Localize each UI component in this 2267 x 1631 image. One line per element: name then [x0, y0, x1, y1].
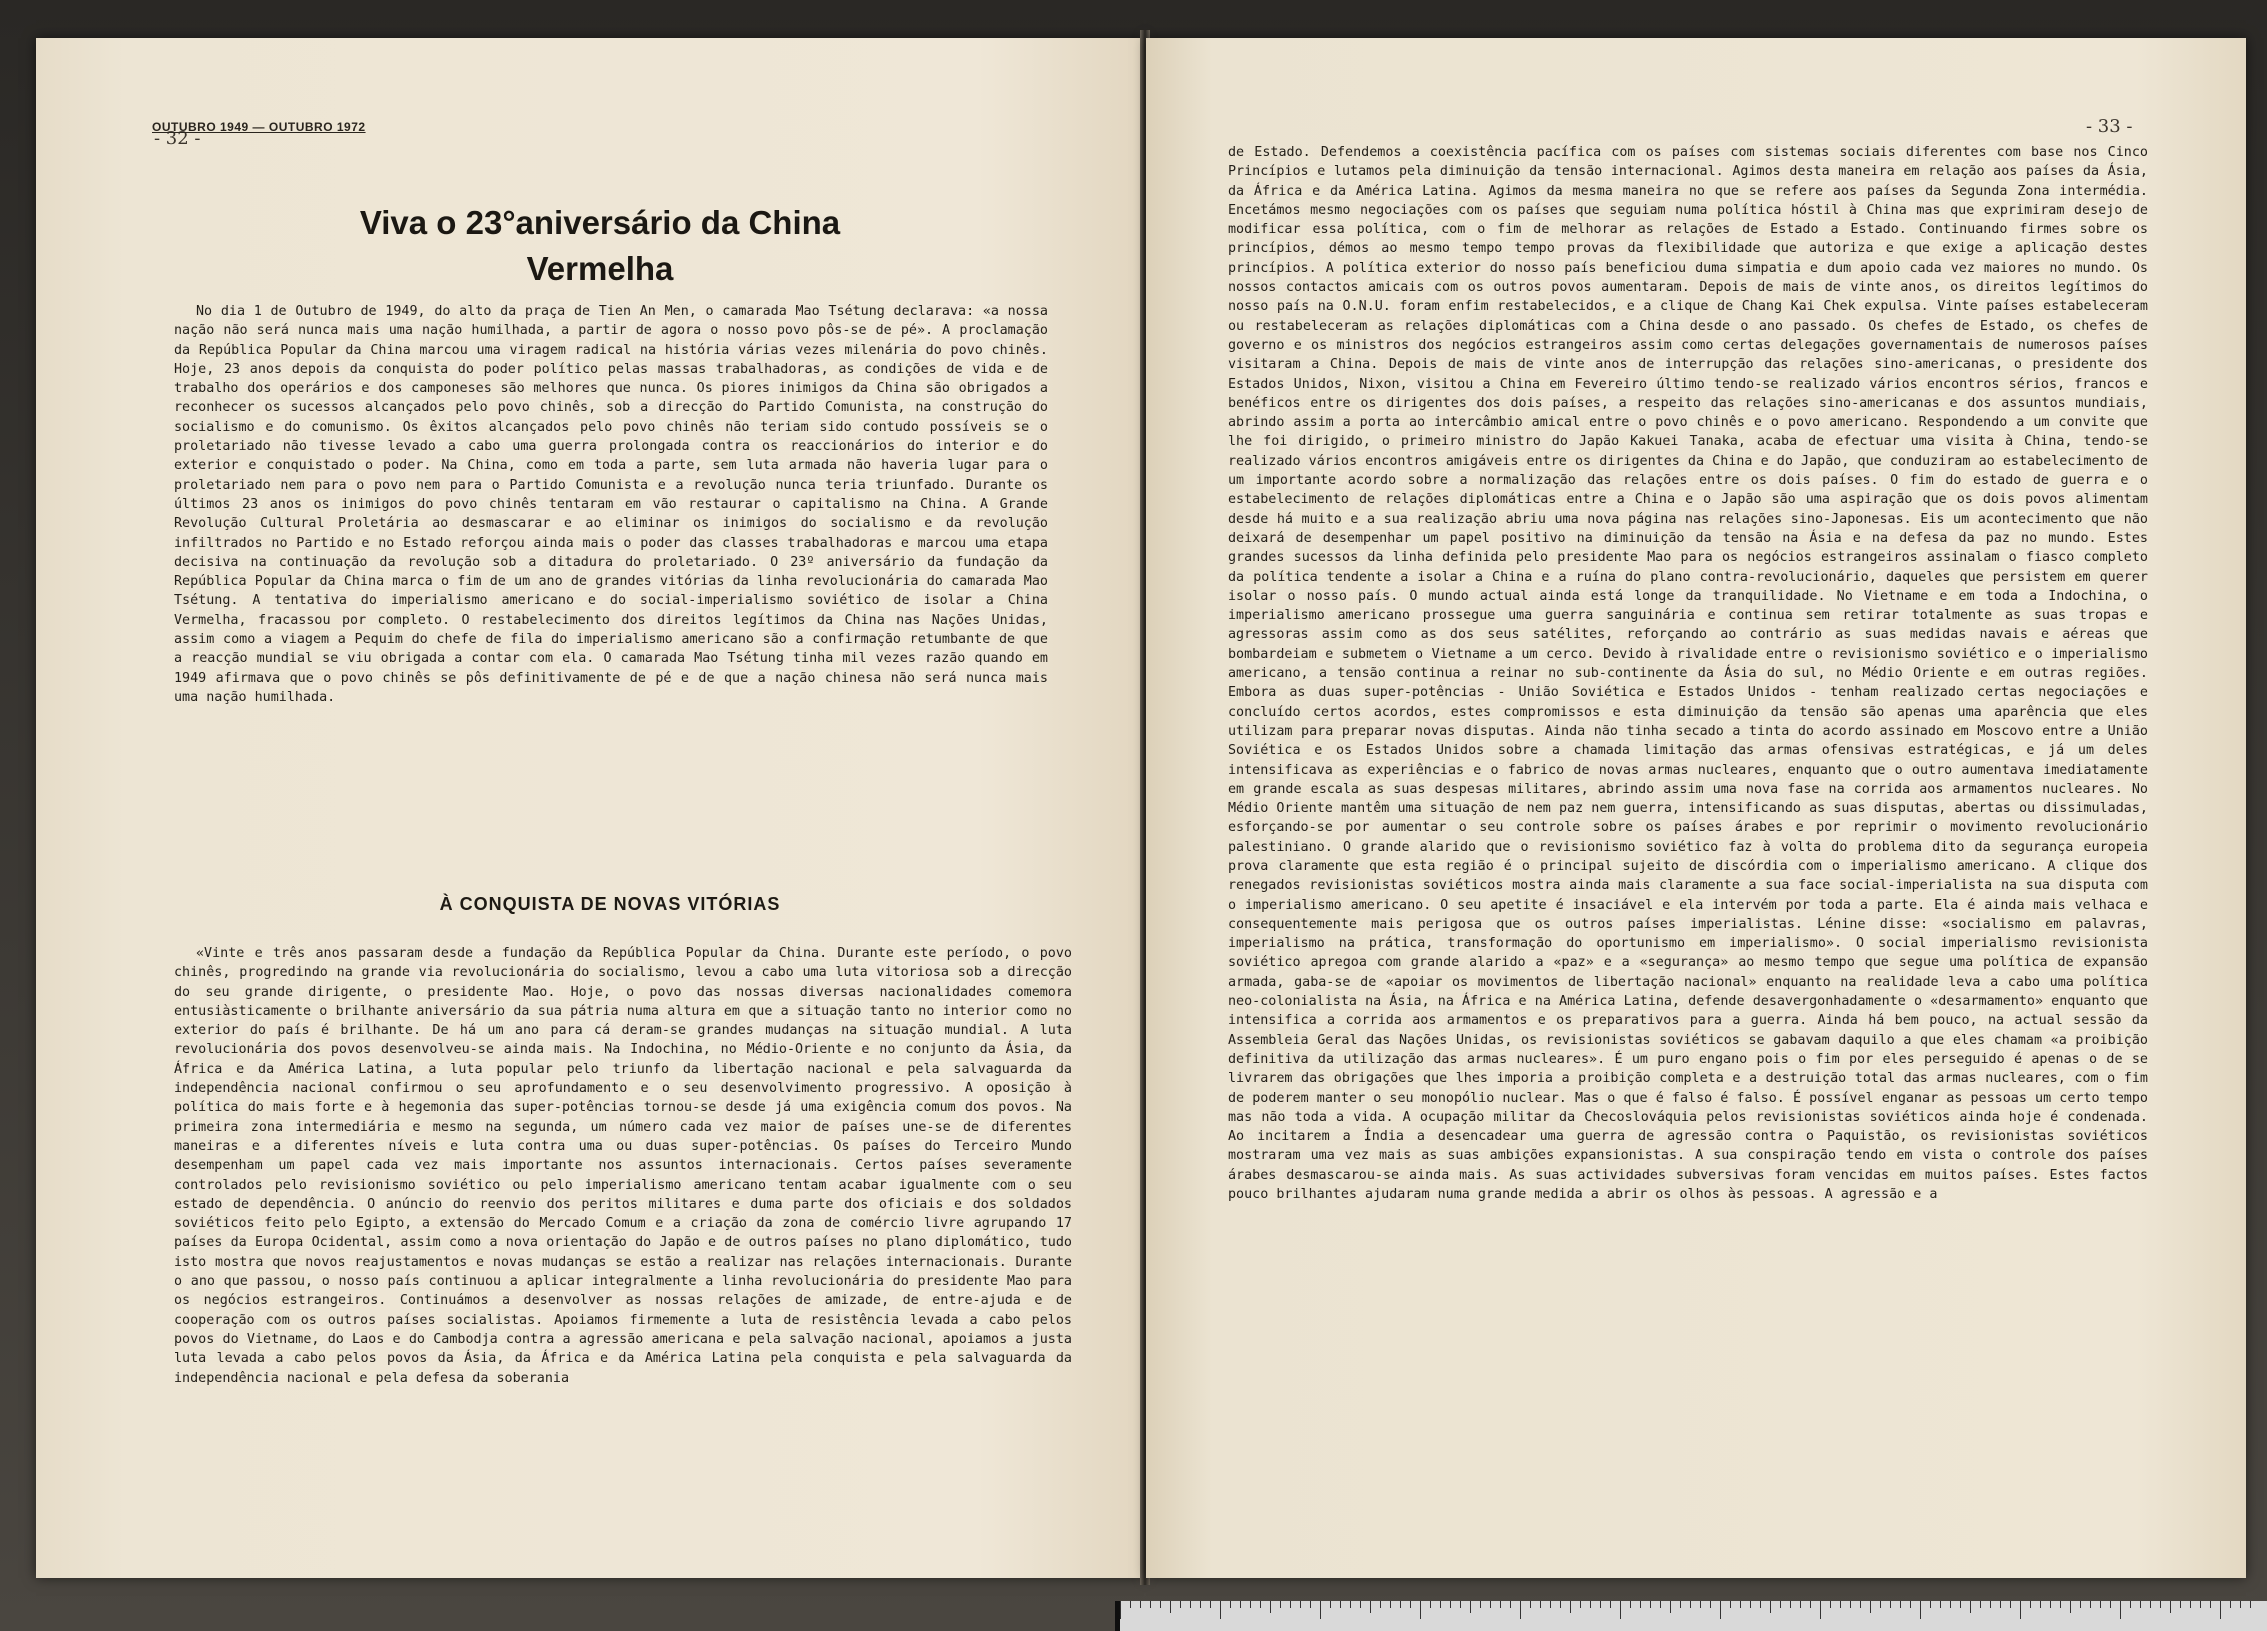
ruler-tick	[1180, 1601, 1181, 1608]
ruler-tick	[2150, 1601, 2151, 1608]
ruler-tick	[1880, 1601, 1881, 1608]
ruler-tick	[1870, 1601, 1871, 1613]
ruler-tick	[1340, 1601, 1341, 1608]
ruler-tick	[1980, 1601, 1981, 1608]
ruler-tick	[1700, 1601, 1701, 1608]
ruler-tick	[1210, 1601, 1211, 1608]
ruler-tick	[1930, 1601, 1931, 1608]
ruler-tick	[2210, 1601, 2211, 1608]
ruler-tick	[1480, 1601, 1481, 1608]
ruler-tick	[1200, 1601, 1201, 1608]
ruler-tick	[1430, 1601, 1431, 1608]
ruler-tick	[1530, 1601, 1531, 1608]
ruler-tick	[1400, 1601, 1401, 1608]
section-text: «Vinte e três anos passaram desde a fundação da República Popular da China. Durante este período, o povo chinês, progredindo na grande via revolucionária do socialismo, levou a cabo uma luta vitoriosa sob a direcção do seu grande dirigente, o presidente Mao. Hoje, o povo das nossas diversas nacionalidades comemora entusiàsticamente o brilhante aniversário da sua pátria numa altura em que a situação tanto no interior como no exterior do país é brilhante. De há um ano para cá deram-se grandes mudanças na situação mundial. A luta revolucionária dos povos desenvolveu-se ainda mais. Na Indochina, no Médio-Oriente e no conjunto da Ásia, da África e da América Latina, a luta popular pelo triunfo da libertação nacional e pela salvaguarda da independência nacional confirmou o seu aprofundamento e o seu desenvolvimento progressivo. A oposição à política do mais forte e à hegemonia das super-potências tornou-se desde já uma exigência comum dos povos. Na primeira zona intermediária e mesmo na segunda, um número cada vez maior de países une-se de diferentes maneiras e a diferentes níveis e luta contra uma ou duas super-potências. Os países do Terceiro Mundo desempenham um papel cada vez mais importante nos assuntos internacionais. Certos países severamente controlados pelo revisionismo soviético ou pelo imperialismo americano tentam acabar igualmente com o seu estado de dependência. O anúncio do reenvio dos peritos militares e duma parte dos oficiais e dos soldados soviéticos feito pelo Egipto, a extensão do Mercado Comum e a criação da zona de comércio livre agrupando 17 países da Europa Ocidental, assim como a nova orientação do Japão e de outros países no plano diplomático, tudo isto mostra que novos reajustamentos e novas mudanças se estão a realizar nas relações internacionais. Durante o ano que passou, o nosso país continuou a aplicar integralmente a linha revolucionária do presidente Mao para os negócios estrangeiros. Continuámos a desenvolver as nossas relações de amizade, de entre-ajuda e de cooperação com os outros países socialistas. Apoiamos firmemente a luta de resistência levada a cabo pelos povos do Vietname, do Laos e do Cambodja contra a agressão americana e pela salvação nacional, apoiamos a justa luta levada a cabo pelos povos da Ásia, da África e da América Latina pela conquista e pela salvaguarda da independência nacional e pela defesa da soberania	[174, 946, 1072, 1386]
ruler-tick	[1640, 1601, 1641, 1608]
ruler-tick	[1850, 1601, 1851, 1608]
ruler-tick	[1560, 1601, 1561, 1608]
ruler-tick	[1360, 1601, 1361, 1608]
ruler-tick	[2110, 1601, 2111, 1608]
ruler-tick	[1170, 1601, 1171, 1613]
ruler-tick	[1130, 1601, 1131, 1608]
ruler-tick	[1270, 1601, 1271, 1613]
ruler-tick	[1450, 1601, 1451, 1608]
ruler-tick	[2160, 1601, 2161, 1608]
ruler-tick	[1750, 1601, 1751, 1608]
ruler-tick	[1160, 1601, 1161, 1608]
ruler-tick	[2070, 1601, 2071, 1613]
ruler-tick	[2190, 1601, 2191, 1608]
ruler-tick	[1120, 1601, 1121, 1619]
ruler-tick	[1710, 1601, 1711, 1608]
ruler-tick	[1760, 1601, 1761, 1608]
ruler-tick	[1280, 1601, 1281, 1608]
ruler-tick	[2030, 1601, 2031, 1608]
ruler-tick	[1610, 1601, 1611, 1608]
ruler-tick	[2220, 1601, 2221, 1619]
ruler-tick	[2090, 1601, 2091, 1608]
ruler-tick	[2170, 1601, 2171, 1613]
ruler-tick	[1660, 1601, 1661, 1608]
ruler-tick	[1950, 1601, 1951, 1608]
ruler-tick	[2020, 1601, 2021, 1619]
ruler-tick	[2010, 1601, 2011, 1608]
right-page-text: de Estado. Defendemos a coexistência pacífica com os países com sistemas sociais diferentes com base nos Cinco Princípios e lutamos pela diminuição da tensão internacional. Agimos desta maneira em relação aos países da Ásia, da África e da América Latina. Agimos da mesma maneira no que se refere aos países da Segunda Zona intermédia. Encetámos mesmo negociações com os países que seguiam numa política hóstil à China mas que exprimiram desejo de modificar essa política, com o fim de melhorar as relações de Estado a Estado. Continuando firmes sobre os princípios, démos ao mesmo tempo tempo provas da flexibilidade que autoriza e que exige a aplicação destes princípios. A política exterior do nosso país beneficiou duma simpatia e dum apoio cada vez maiores no mundo. Os nossos contactos amicais com os outros povos aumentaram. Depois de mais de vinte anos, os direitos legítimos do nosso país na O.N.U. foram enfim restabelecidos, e a clique de Chang Kai Chek expulsa. Vinte países estabeleceram ou restabeleceram as relações diplomáticas com a China desde o ano passado. Os chefes de Estado, os chefes de governo e os ministros dos negócios estrangeiros assim como certas delegações governamentais de numerosos países visitaram a China. Depois de mais de vinte anos de interrupção das relações sino-americanas, o presidente dos Estados Unidos, Nixon, visitou a China em Fevereiro último tendo-se realizado vários encontros sérios, francos e benéficos entre os dirigentes dos dois países, a respeito das relações sino-americanas e dos assuntos mundiais, abrindo assim a porta ao intercâmbio amical entre o povo chinês e o povo americano. Respondendo a um convite que lhe foi dirigido, o primeiro ministro do Japão Kakuei Tanaka, acaba de efectuar uma visita à China, tendo-se realizado vários encontros amigáveis entre os dirigentes da China e do Japão, que conduziram ao estabelecimento de um importante acordo sobre a normalização das relações entre os dois países. O fim do estado de guerra e o estabelecimento de relações diplomáticas entre a China e o Japão são uma aspiração que os dois povos alimentam desde há muito e a sua realização abriu uma nova página nas relações sino-Japonesas. Eis um acontecimento que não deixará de desempenhar um papel positivo na diminuição da tensão na Ásia e na defesa da paz no mundo. Estes grandes sucessos da linha definida pelo presidente Mao para os negócios estrangeiros assinalam o fiasco completo da política tendente a isolar a China e a ruína do plano contra-revolucionário, daqueles que persistem em querer isolar o nosso país. O mundo actual ainda está longe da tranquilidade. No Vietname e em toda a Indochina, o imperialismo americano prossegue uma guerra sanguinária e continua sem retirar totalmente as suas tropas e agressoras assim como as dos seus satélites, reforçando ao contrário as suas medidas navais e aéreas que bombardeiam e submetem o Vietname a um cerco. Devido à rivalidade entre o revisionismo soviético e o imperialismo americano, a tensão continua a reinar no sub-continente da Ásia do sul, no Médio Oriente e em outras regiões. Embora as duas super-potências - União Soviética e Estados Unidos - tenham realizado certas negociações e concluído certos acordos, estes compromissos e esta diminuição da tensão são apenas uma aparência que eles utilizam para preparar novas disputas. Ainda não tinha secado a tinta do acordo assinado em Moscovo entre a União Soviética e os Estados Unidos sobre a chamada limitação das armas ofensivas estratégicas, e já um deles intensificava as experiências e o fabrico de novas armas nucleares, enquanto que o outro aumentava imediatamente em grande escala as suas despesas militares, abrindo assim uma nova fase na corrida aos armamentos nucleares. No Médio Oriente mantêm uma situação de nem paz nem guerra, intensificando as suas disputas, abertas ou dissimuladas, esforçando-se por aumentar o seu controle sobre os países árabes e por reprimir o movimento revolucionário palestiniano. O grande alarido que o revisionismo soviético faz à volta do problema dito da segurança europeia prova claramente que esta região é o principal sujeito de discórdia com o imperialismo americano. A clique dos renegados revisionistas soviéticos mostra ainda mais claramente a sua face social-imperialista na sua disputa com o imperialismo americano. O seu apetite é insaciável e ela intervém por toda a parte. Ela é ainda mais velhaca e consequentemente mais perigosa que os outros países imperialistas. Lénine disse: «socialismo em palavras, imperialismo na prática, transformação do oportunismo em imperialismo». O social imperialismo revisionista soviético apregoa com grande alarido a «paz» e a «segurança» ao mesmo tempo que segue uma política de expansão armada, gaba-se de «apoiar os movimentos de libertação nacional» enquanto na realidade leva a cabo uma política neo-colonialista na Ásia, na África e na América Latina, defende desavergonhadamente o «desarmamento» enquanto que intensifica a corrida aos armamentos e os preparativos para a guerra. Ainda há bem pouco, na actual sessão da Assembleia Geral das Nações Unidas, os revisionistas soviéticos se gabavam daquilo a que eles chamam «a proibição definitiva da utilização das armas nucleares». É um puro engano pois o fim por eles perseguido é apenas o de se livrarem das obrigações que lhes imporia a proibição completa e a destruição total das armas nucleares, com o fim de poderem manter o seu monopólio nuclear. Mas o que é falso é falso. É possível enganar as pessoas um certo tempo mas não toda a vida. A ocupação militar da Checoslováquia pelos revisionistas soviéticos ainda hoje é condenada. Ao incitarem a Índia a desencadear uma guerra de agressão contra o Paquistão, os revisionistas soviéticos mostraram uma vez mais as suas ambições expansionistas. A sua conspiração tendo em vista o controle dos países árabes desmascarou-se ainda mais. As suas actividades subversivas foram vencidas em muitos países. Estes factos pouco brilhantes ajudaram numa grande medida a abrir os olhos às pessoas. A agressão e a	[1228, 145, 2148, 1203]
ruler-tick	[1320, 1601, 1321, 1619]
ruler-tick	[2250, 1601, 2251, 1608]
ruler-tick	[1580, 1601, 1581, 1608]
ruler-tick	[1300, 1601, 1301, 1608]
page-number: - 33 -	[2086, 116, 2133, 137]
ruler-tick	[1150, 1601, 1151, 1608]
ruler-tick	[1330, 1601, 1331, 1608]
ruler-tick	[1740, 1601, 1741, 1608]
ruler-tick	[1600, 1601, 1601, 1608]
ruler-tick	[1500, 1601, 1501, 1608]
ruler-tick	[1820, 1601, 1821, 1619]
ruler-tick	[1390, 1601, 1391, 1608]
ruler-tick	[1670, 1601, 1671, 1613]
ruler-tick	[2080, 1601, 2081, 1608]
intro-text: No dia 1 de Outubro de 1949, do alto da praça de Tien An Men, o camarada Mao Tsétung declarava: «a nossa nação não será nunca mais uma nação humilhada, a partir de agora o nosso povo pôs-se de pé». A proclamação da República Popular da China marcou uma viragem radical na história várias vezes milenária do povo chinês. Hoje, 23 anos depois da conquista do poder político pelas massas trabalhadoras, as condições de vida e de trabalho dos operários e dos camponeses são melhores que nunca. Os piores inimigos da China são obrigados a reconhecer os sucessos alcançados pelo povo chinês, sob a direcção do Partido Comunista, na construção do socialismo e do comunismo. Os êxitos alcançados pelo povo chinês não teriam sido contudo possíveis se o proletariado não tivesse levado a cabo uma guerra prolongada contra os reaccionários do interior e do exterior e conquistado o poder. Na China, como em toda a parte, sem luta armada não haveria lugar para o proletariado nem para o povo nem para o Partido Comunista e a revolução nunca teria triunfado. Durante os últimos 23 anos os inimigos do povo chinês tentaram em vão restaurar o capitalismo na China. A Grande Revolução Cultural Proletária ao desmascarar e ao eliminar os inimigos do socialismo e da revolução infiltrados no Partido e no Estado reforçou ainda mais o poder das classes trabalhadoras e marcou uma etapa decisiva na continuação da revolução sob a ditadura do proletariado. O 23º aniversário da fundação da República Popular da China marca o fim de um ano de grandes vitórias da linha revolucionária do camarada Mao Tsétung. A tentativa do imperialismo americano e do social-imperialismo soviético de isolar a China Vermelha, fracassou por completo. O restabelecimento dos direitos legítimos da China nas Nações Unidas, assim como a viagem a Pequim do chefe de fila do imperialismo americano são a confirmação retumbante de que a reacção mundial se viu obrigada a contar com ela. O camarada Mao Tsétung tinha mil vezes razão quando em 1949 afirmava que o povo chinês se pôs definitivamente de pé e de que a nação chinesa não será nunca mais uma nação humilhada.	[174, 304, 1048, 705]
ruler-tick	[1860, 1601, 1861, 1608]
ruler-tick	[1350, 1601, 1351, 1608]
ruler-tick	[1370, 1601, 1371, 1613]
article-title: Viva o 23°aniversário da China Vermelha	[359, 204, 841, 287]
ruler-tick	[1420, 1601, 1421, 1619]
ruler-tick	[1190, 1601, 1191, 1608]
ruler-tick	[1920, 1601, 1921, 1619]
ruler-tick	[1510, 1601, 1511, 1608]
ruler-tick	[1830, 1601, 1831, 1608]
ruler-tick	[2000, 1601, 2001, 1608]
ruler-tick	[2130, 1601, 2131, 1608]
ruler-tick	[2100, 1601, 2101, 1608]
ruler-tick	[1220, 1601, 1221, 1619]
ruler-tick	[1940, 1601, 1941, 1608]
ruler-tick	[1470, 1601, 1471, 1613]
ruler-tick	[1380, 1601, 1381, 1608]
ruler-tick	[2180, 1601, 2181, 1608]
ruler-tick	[2140, 1601, 2141, 1608]
ruler-tick	[1250, 1601, 1251, 1608]
ruler-tick	[1810, 1601, 1811, 1608]
ruler-tick	[2240, 1601, 2241, 1608]
ruler-tick	[2040, 1601, 2041, 1608]
ruler-tick	[1410, 1601, 1411, 1608]
ruler-tick	[1970, 1601, 1971, 1613]
ruler-tick	[1990, 1601, 1991, 1608]
ruler-tick	[1730, 1601, 1731, 1608]
ruler-tick	[2120, 1601, 2121, 1619]
ruler-tick	[2060, 1601, 2061, 1608]
ruler-tick	[1570, 1601, 1571, 1613]
ruler-tick	[1230, 1601, 1231, 1608]
ruler-tick	[1790, 1601, 1791, 1608]
ruler-tick	[1840, 1601, 1841, 1608]
ruler-tick	[1890, 1601, 1891, 1608]
ruler-tick	[1260, 1601, 1261, 1608]
ruler-tick	[1590, 1601, 1591, 1608]
ruler-tick	[1630, 1601, 1631, 1608]
ruler-tick	[1520, 1601, 1521, 1619]
page-number: - 32 -	[154, 128, 201, 149]
ruler-tick	[1310, 1601, 1311, 1608]
ruler-tick	[1440, 1601, 1441, 1608]
ruler-tick	[2200, 1601, 2201, 1608]
ruler-tick	[1690, 1601, 1691, 1608]
ruler-tick	[1490, 1601, 1491, 1608]
ruler-tick	[1240, 1601, 1241, 1608]
period-header: OUTUBRO 1949 — OUTUBRO 1972	[152, 120, 366, 134]
ruler-tick	[1720, 1601, 1721, 1619]
section-heading: À CONQUISTA DE NOVAS VITÓRIAS	[439, 894, 781, 914]
ruler-tick	[1780, 1601, 1781, 1608]
scale-ruler	[1120, 1601, 2267, 1631]
ruler-tick	[1650, 1601, 1651, 1608]
ruler-tick	[1910, 1601, 1911, 1608]
ruler-tick	[2230, 1601, 2231, 1608]
ruler-tick	[1960, 1601, 1961, 1608]
ruler-tick	[1540, 1601, 1541, 1608]
ruler-tick	[2050, 1601, 2051, 1608]
ruler-tick	[1290, 1601, 1291, 1608]
ruler-tick	[1900, 1601, 1901, 1608]
ruler-tick	[1800, 1601, 1801, 1608]
ruler-tick	[1460, 1601, 1461, 1608]
ruler-tick	[1620, 1601, 1621, 1619]
ruler-tick	[1550, 1601, 1551, 1608]
ruler-tick	[1770, 1601, 1771, 1613]
ruler-tick	[1140, 1601, 1141, 1608]
ruler-tick	[1680, 1601, 1681, 1608]
